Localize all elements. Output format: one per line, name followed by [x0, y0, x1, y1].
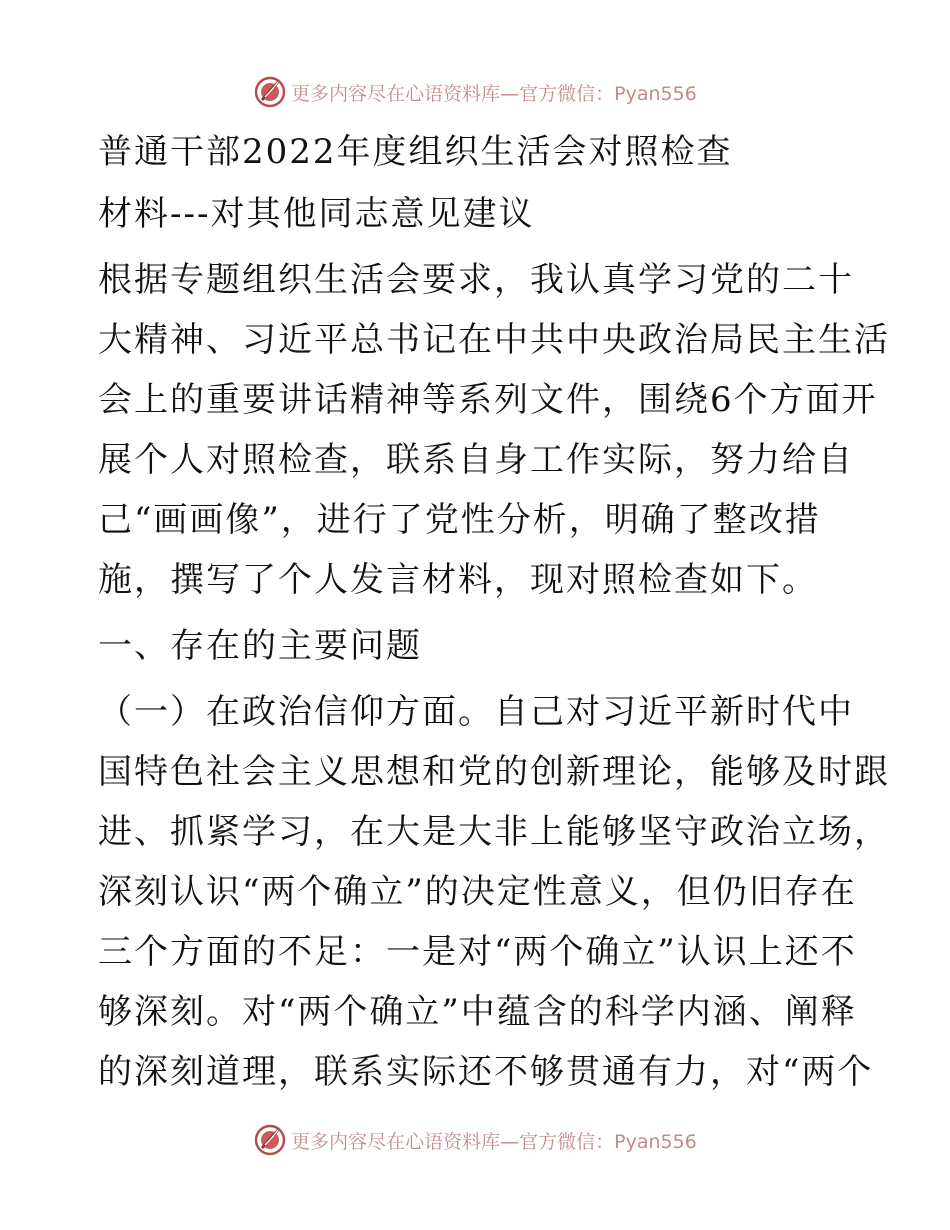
quill-seal-icon — [253, 1123, 287, 1157]
paragraph-line: 会上的重要讲话精神等系列文件，围绕6个方面开 — [98, 380, 878, 420]
paragraph-line: 三个方面的不足：一是对“两个确立”认识上还不 — [98, 932, 857, 972]
document-title-line-1: 普通干部2022年度组织生活会对照检查 — [98, 132, 733, 172]
intro-paragraph — [98, 250, 890, 610]
paragraph-line: 够深刻。对“两个确立”中蕴含的科学内涵、阐释 — [98, 992, 857, 1032]
document-body — [98, 122, 890, 1102]
quill-seal-icon — [253, 75, 287, 109]
section-paragraph — [98, 682, 890, 1102]
paragraph-line: 进、抓紧学习，在大是大非上能够坚守政治立场， — [98, 812, 890, 852]
watermark-header — [0, 72, 950, 112]
paragraph-line: 大精神、习近平总书记在中共中央政治局民主生活 — [98, 320, 890, 360]
paragraph-line: 施，撰写了个人发言材料，现对照检查如下。 — [98, 560, 818, 600]
document-title-line-2: 材料---对其他同志意见建议 — [98, 194, 535, 234]
paragraph-line: 的深刻道理，联系实际还不够贯通有力，对“两个 — [98, 1052, 874, 1092]
paragraph-line: 根据专题组织生活会要求，我认真学习党的二十 — [98, 260, 854, 300]
watermark-text: 更多内容尽在心语资料库—官方微信：Pyan556 — [291, 1130, 697, 1153]
paragraph-line: 国特色社会主义思想和党的创新理论，能够及时跟 — [98, 752, 890, 792]
watermark-text: 更多内容尽在心语资料库—官方微信：Pyan556 — [291, 82, 697, 105]
paragraph-line: 己“画画像”，进行了党性分析，明确了整改措 — [98, 500, 821, 540]
paragraph-line: 深刻认识“两个确立”的决定性意义，但仍旧存在 — [98, 872, 857, 912]
watermark-footer — [0, 1120, 950, 1160]
paragraph-line: 展个人对照检查，联系自身工作实际，努力给自 — [98, 440, 854, 480]
paragraph-line: （一）在政治信仰方面。自己对习近平新时代中 — [98, 692, 854, 732]
section-heading: 一、存在的主要问题 — [98, 626, 422, 666]
